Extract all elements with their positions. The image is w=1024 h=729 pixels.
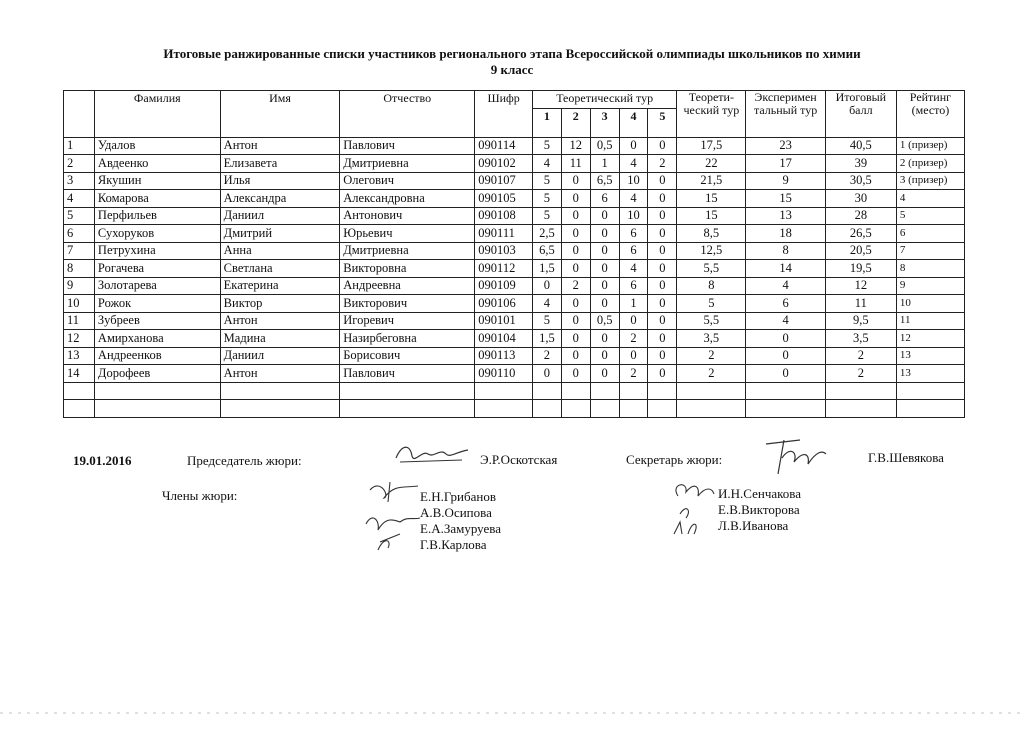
rating-cell: 3 (призер) (896, 172, 964, 190)
experiment-cell: 0 (746, 330, 825, 348)
patronymic-cell: Олегович (340, 172, 475, 190)
row-number: 12 (64, 330, 95, 348)
problem-score-cell: 0 (648, 347, 677, 365)
problem-score-cell: 0 (648, 295, 677, 313)
col-theory-total: Теорети-ческий тур (677, 91, 746, 138)
problem-score-cell: 10 (619, 207, 648, 225)
row-number: 4 (64, 190, 95, 208)
results-table (63, 90, 965, 418)
empty-cell (619, 382, 648, 400)
problem-score-cell: 5 (533, 172, 562, 190)
rating-cell: 13 (896, 365, 964, 383)
experiment-cell: 13 (746, 207, 825, 225)
scan-artifact (0, 712, 1024, 714)
patronymic-cell: Назирбеговна (340, 330, 475, 348)
member-name: Г.В.Карлова (420, 537, 487, 552)
member-name: Е.А.Замуруева (420, 521, 502, 536)
experiment-cell: 8 (746, 242, 825, 260)
theory-total-cell: 22 (677, 155, 746, 173)
experiment-cell: 4 (746, 277, 825, 295)
total-cell: 3,5 (825, 330, 896, 348)
table-row (64, 207, 965, 225)
member-name: Л.В.Иванова (718, 518, 789, 533)
table-row (64, 295, 965, 313)
col-experiment: Эксперимен тальный тур (746, 91, 825, 138)
rating-cell: 7 (896, 242, 964, 260)
surname-cell: Комарова (94, 190, 220, 208)
table-row (64, 330, 965, 348)
problem-score-cell: 4 (533, 295, 562, 313)
name-cell: Екатерина (220, 277, 340, 295)
total-cell: 30 (825, 190, 896, 208)
problem-score-cell: 0 (648, 277, 677, 295)
problem-score-cell: 6 (590, 190, 619, 208)
problem-score-cell: 0 (561, 172, 590, 190)
row-number: 14 (64, 365, 95, 383)
experiment-cell: 23 (746, 137, 825, 155)
empty-cell (825, 382, 896, 400)
surname-cell: Якушин (94, 172, 220, 190)
total-cell: 2 (825, 347, 896, 365)
empty-cell (64, 382, 95, 400)
table-row (64, 172, 965, 190)
total-cell: 12 (825, 277, 896, 295)
patronymic-cell: Антонович (340, 207, 475, 225)
surname-cell: Дорофеев (94, 365, 220, 383)
row-number: 10 (64, 295, 95, 313)
experiment-cell: 4 (746, 312, 825, 330)
problem-score-cell: 0 (648, 312, 677, 330)
rating-cell: 9 (896, 277, 964, 295)
grade-label: 9 класс (490, 62, 534, 77)
col-patronymic: Отчество (340, 91, 475, 138)
problem-score-cell: 0 (590, 242, 619, 260)
name-cell: Светлана (220, 260, 340, 278)
experiment-cell: 18 (746, 225, 825, 243)
members-label: Члены жюри: (162, 488, 238, 503)
row-number: 11 (64, 312, 95, 330)
problem-score-cell: 5 (533, 207, 562, 225)
total-cell: 26,5 (825, 225, 896, 243)
secretary-signature (760, 430, 830, 478)
name-cell: Антон (220, 137, 340, 155)
problem-score-cell: 0 (561, 347, 590, 365)
rating-cell: 10 (896, 295, 964, 313)
col-problem-3: 3 (590, 108, 619, 137)
problem-score-cell: 0,5 (590, 137, 619, 155)
empty-cell (648, 400, 677, 418)
patronymic-cell: Викторович (340, 295, 475, 313)
theory-total-cell: 15 (677, 207, 746, 225)
code-cell: 090103 (475, 242, 533, 260)
problem-score-cell: 0 (648, 365, 677, 383)
problem-score-cell: 0 (533, 277, 562, 295)
rating-cell: 8 (896, 260, 964, 278)
empty-row (64, 400, 965, 418)
patronymic-cell: Игоревич (340, 312, 475, 330)
chair-name: Э.Р.Оскотская (480, 452, 558, 467)
table-row (64, 242, 965, 260)
problem-score-cell: 2 (619, 330, 648, 348)
total-cell: 9,5 (825, 312, 896, 330)
problem-score-cell: 0 (590, 365, 619, 383)
experiment-cell: 15 (746, 190, 825, 208)
row-number: 5 (64, 207, 95, 225)
name-cell: Анна (220, 242, 340, 260)
experiment-cell: 0 (746, 347, 825, 365)
problem-score-cell: 0 (590, 295, 619, 313)
col-surname: Фамилия (94, 91, 220, 138)
total-cell: 11 (825, 295, 896, 313)
empty-cell (340, 382, 475, 400)
code-cell: 090106 (475, 295, 533, 313)
empty-cell (94, 400, 220, 418)
theory-total-cell: 5 (677, 295, 746, 313)
rating-cell: 6 (896, 225, 964, 243)
empty-cell (220, 382, 340, 400)
rating-cell: 13 (896, 347, 964, 365)
table-row (64, 260, 965, 278)
problem-score-cell: 0 (648, 242, 677, 260)
problem-score-cell: 5 (533, 137, 562, 155)
member-name: А.В.Осипова (420, 505, 492, 520)
code-cell: 090104 (475, 330, 533, 348)
problem-score-cell: 0 (590, 260, 619, 278)
secretary-label: Секретарь жюри: (626, 452, 723, 467)
problem-score-cell: 0 (590, 277, 619, 295)
code-cell: 090114 (475, 137, 533, 155)
patronymic-cell: Александровна (340, 190, 475, 208)
theory-total-cell: 21,5 (677, 172, 746, 190)
problem-score-cell: 0 (561, 330, 590, 348)
code-cell: 090110 (475, 365, 533, 383)
patronymic-cell: Андреевна (340, 277, 475, 295)
name-cell: Александра (220, 190, 340, 208)
table-row (64, 225, 965, 243)
total-cell: 40,5 (825, 137, 896, 155)
empty-cell (746, 382, 825, 400)
col-problem-4: 4 (619, 108, 648, 137)
code-cell: 090107 (475, 172, 533, 190)
theory-total-cell: 12,5 (677, 242, 746, 260)
problem-score-cell: 0 (648, 137, 677, 155)
col-rating: Рейтинг (место) (896, 91, 964, 138)
problem-score-cell: 0 (561, 312, 590, 330)
problem-score-cell: 0 (561, 225, 590, 243)
problem-score-cell: 0 (648, 260, 677, 278)
name-cell: Даниил (220, 347, 340, 365)
problem-score-cell: 0 (648, 172, 677, 190)
col-problem-5: 5 (648, 108, 677, 137)
experiment-cell: 0 (746, 365, 825, 383)
table-row (64, 277, 965, 295)
problem-score-cell: 0 (648, 225, 677, 243)
problem-score-cell: 5 (533, 312, 562, 330)
problem-score-cell: 10 (619, 172, 648, 190)
total-cell: 20,5 (825, 242, 896, 260)
name-cell: Илья (220, 172, 340, 190)
patronymic-cell: Дмитриевна (340, 155, 475, 173)
name-cell: Дмитрий (220, 225, 340, 243)
theory-total-cell: 5,5 (677, 312, 746, 330)
problem-score-cell: 6 (619, 277, 648, 295)
empty-row (64, 382, 965, 400)
chair-label: Председатель жюри: (187, 453, 302, 468)
surname-cell: Рожок (94, 295, 220, 313)
empty-cell (746, 400, 825, 418)
problem-score-cell: 0 (619, 137, 648, 155)
surname-cell: Рогачева (94, 260, 220, 278)
table-row (64, 190, 965, 208)
empty-cell (896, 400, 964, 418)
surname-cell: Зубреев (94, 312, 220, 330)
surname-cell: Петрухина (94, 242, 220, 260)
empty-cell (677, 400, 746, 418)
empty-cell (475, 400, 533, 418)
rating-cell: 11 (896, 312, 964, 330)
member-name: И.Н.Сенчакова (718, 486, 802, 501)
table-row (64, 365, 965, 383)
theory-total-cell: 15 (677, 190, 746, 208)
code-cell: 090111 (475, 225, 533, 243)
name-cell: Мадина (220, 330, 340, 348)
problem-score-cell: 0 (561, 365, 590, 383)
problem-score-cell: 4 (619, 260, 648, 278)
col-problem-1: 1 (533, 108, 562, 137)
patronymic-cell: Павлович (340, 137, 475, 155)
theory-total-cell: 2 (677, 365, 746, 383)
problem-score-cell: 12 (561, 137, 590, 155)
rating-cell: 5 (896, 207, 964, 225)
row-number: 3 (64, 172, 95, 190)
empty-cell (533, 382, 562, 400)
experiment-cell: 17 (746, 155, 825, 173)
document-title: Итоговые ранжированные списки участников регионального этапа Всероссийской олимпиады школьников по химии (163, 46, 861, 61)
empty-cell (561, 400, 590, 418)
problem-score-cell: 6,5 (533, 242, 562, 260)
code-cell: 090105 (475, 190, 533, 208)
problem-score-cell: 0 (561, 242, 590, 260)
row-number: 7 (64, 242, 95, 260)
total-cell: 19,5 (825, 260, 896, 278)
surname-cell: Перфильев (94, 207, 220, 225)
name-cell: Елизавета (220, 155, 340, 173)
rating-cell: 2 (призер) (896, 155, 964, 173)
problem-score-cell: 2 (561, 277, 590, 295)
patronymic-cell: Павлович (340, 365, 475, 383)
members-signatures (360, 476, 422, 556)
empty-cell (825, 400, 896, 418)
row-number: 8 (64, 260, 95, 278)
table-row (64, 312, 965, 330)
problem-score-cell: 1,5 (533, 330, 562, 348)
theory-total-cell: 2 (677, 347, 746, 365)
surname-cell: Золотарева (94, 277, 220, 295)
empty-cell (64, 400, 95, 418)
problem-score-cell: 6 (619, 242, 648, 260)
problem-score-cell: 0 (561, 207, 590, 225)
problem-score-cell: 0 (590, 347, 619, 365)
empty-cell (648, 382, 677, 400)
members-signatures-right (664, 478, 720, 540)
rating-cell: 1 (призер) (896, 137, 964, 155)
experiment-cell: 6 (746, 295, 825, 313)
col-code: Шифр (475, 91, 533, 138)
empty-cell (619, 400, 648, 418)
name-cell: Даниил (220, 207, 340, 225)
row-number: 9 (64, 277, 95, 295)
header-row (64, 91, 965, 109)
problem-score-cell: 0 (648, 207, 677, 225)
col-number (64, 91, 95, 138)
surname-cell: Андреенков (94, 347, 220, 365)
empty-cell (561, 382, 590, 400)
total-cell: 39 (825, 155, 896, 173)
row-number: 2 (64, 155, 95, 173)
empty-cell (94, 382, 220, 400)
col-total: Итоговый балл (825, 91, 896, 138)
row-number: 13 (64, 347, 95, 365)
problem-score-cell: 0 (590, 207, 619, 225)
table-row (64, 347, 965, 365)
col-problem-2: 2 (561, 108, 590, 137)
problem-score-cell: 0 (590, 330, 619, 348)
member-name: Е.Н.Грибанов (420, 489, 496, 504)
name-cell: Антон (220, 365, 340, 383)
theory-total-cell: 5,5 (677, 260, 746, 278)
problem-score-cell: 2,5 (533, 225, 562, 243)
table-row (64, 137, 965, 155)
problem-score-cell: 1 (590, 155, 619, 173)
total-cell: 30,5 (825, 172, 896, 190)
problem-score-cell: 0,5 (590, 312, 619, 330)
problem-score-cell: 6,5 (590, 172, 619, 190)
code-cell: 090108 (475, 207, 533, 225)
experiment-cell: 14 (746, 260, 825, 278)
surname-cell: Удалов (94, 137, 220, 155)
name-cell: Виктор (220, 295, 340, 313)
total-cell: 28 (825, 207, 896, 225)
problem-score-cell: 2 (619, 365, 648, 383)
problem-score-cell: 2 (648, 155, 677, 173)
row-number: 6 (64, 225, 95, 243)
col-theory-group: Теоретический тур (533, 91, 677, 109)
code-cell: 090109 (475, 277, 533, 295)
empty-cell (220, 400, 340, 418)
member-name: Е.В.Викторова (718, 502, 800, 517)
row-number: 1 (64, 137, 95, 155)
empty-cell (896, 382, 964, 400)
chair-signature (392, 440, 472, 468)
problem-score-cell: 0 (561, 295, 590, 313)
empty-cell (677, 382, 746, 400)
empty-cell (340, 400, 475, 418)
empty-cell (475, 382, 533, 400)
patronymic-cell: Борисович (340, 347, 475, 365)
problem-score-cell: 0 (590, 225, 619, 243)
problem-score-cell: 4 (533, 155, 562, 173)
rating-cell: 4 (896, 190, 964, 208)
table-row (64, 155, 965, 173)
patronymic-cell: Дмитриевна (340, 242, 475, 260)
surname-cell: Амирханова (94, 330, 220, 348)
problem-score-cell: 4 (619, 155, 648, 173)
problem-score-cell: 1 (619, 295, 648, 313)
problem-score-cell: 0 (619, 312, 648, 330)
code-cell: 090113 (475, 347, 533, 365)
theory-total-cell: 17,5 (677, 137, 746, 155)
experiment-cell: 9 (746, 172, 825, 190)
theory-total-cell: 3,5 (677, 330, 746, 348)
code-cell: 090101 (475, 312, 533, 330)
col-name: Имя (220, 91, 340, 138)
empty-cell (590, 400, 619, 418)
problem-score-cell: 1,5 (533, 260, 562, 278)
empty-cell (533, 400, 562, 418)
theory-total-cell: 8 (677, 277, 746, 295)
problem-score-cell: 4 (619, 190, 648, 208)
surname-cell: Сухоруков (94, 225, 220, 243)
total-cell: 2 (825, 365, 896, 383)
problem-score-cell: 0 (561, 260, 590, 278)
patronymic-cell: Викторовна (340, 260, 475, 278)
problem-score-cell: 2 (533, 347, 562, 365)
problem-score-cell: 0 (619, 347, 648, 365)
problem-score-cell: 6 (619, 225, 648, 243)
patronymic-cell: Юрьевич (340, 225, 475, 243)
problem-score-cell: 0 (561, 190, 590, 208)
code-cell: 090112 (475, 260, 533, 278)
problem-score-cell: 5 (533, 190, 562, 208)
problem-score-cell: 11 (561, 155, 590, 173)
secretary-name: Г.В.Шевякова (868, 450, 944, 465)
code-cell: 090102 (475, 155, 533, 173)
problem-score-cell: 0 (533, 365, 562, 383)
document-date: 19.01.2016 (73, 453, 132, 468)
problem-score-cell: 0 (648, 330, 677, 348)
surname-cell: Авдеенко (94, 155, 220, 173)
theory-total-cell: 8,5 (677, 225, 746, 243)
rating-cell: 12 (896, 330, 964, 348)
name-cell: Антон (220, 312, 340, 330)
empty-cell (590, 382, 619, 400)
problem-score-cell: 0 (648, 190, 677, 208)
